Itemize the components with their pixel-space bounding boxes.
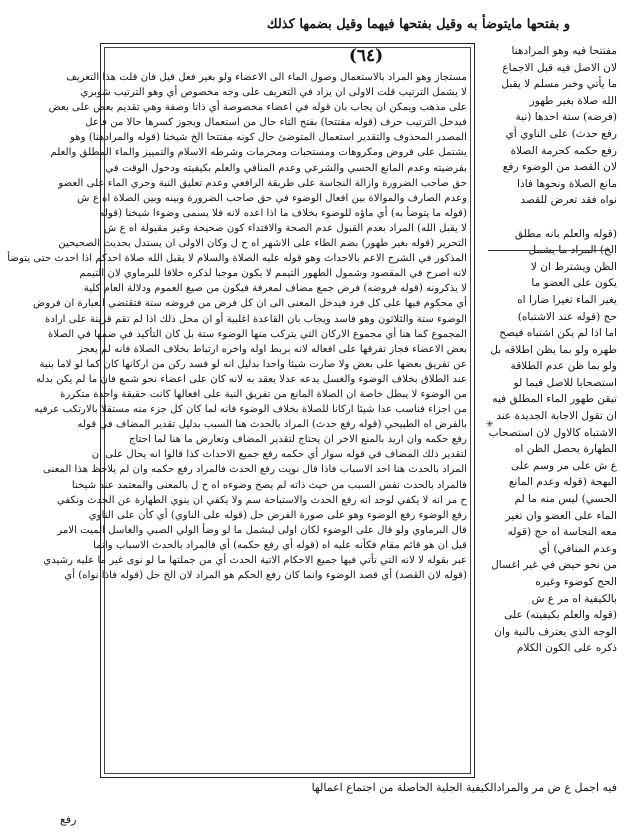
main-text-line: الوضوء ستة والثلاثون وهو فاسد ويجاب بان القاعدة اغلبية أو ان محل ذلك اذا لم تقم قرينة على ارادة [45,313,467,325]
margin-text-line: يغير الماء تغيرا ضارا اه [517,293,617,306]
main-text-line: لا يقبل الله) المراد بعدم القبول عدم الصحة والاقتداء كون صحيحة وغير مقبولة اه ع ش [103,222,467,234]
main-text-line: حق صاحب الضرورة وازالة النجاسة على طريقة الرافعي وعدم تعليق النية وجري الماء على العضو [58,177,467,189]
margin-text-line: رفع حدث) على الناوي أي [505,127,617,140]
main-text-line: بعض الاعضاء فجاز تفرقها على افعاله لانه بربط اوله واخره ارتباط بخلاف الصلاة فانه لم يعجز [77,343,467,355]
margin-text-line: ان تقول الاجابة الجديدة عند [496,410,617,423]
main-text-line: عند الطلاق بخلاف الوضوء والغسل يدعه عدلا يعقد به لانه كان على اعضاء نحو شمع فان ما لم يكن بدله [36,373,467,385]
margin-text-line: استصحابا للاصل فيما لو [513,376,617,389]
margin-text-line: البهجة (قوله وعدم المانع [508,476,617,489]
margin-text-line: ولو بما ظن عدم الطلاقة [510,360,617,373]
main-text-line: (قوله ما يتوضأ به) أي ماؤه للوضوء بخلاف ما اذا اعده لانه فلا يسمى وضوءا شيخنا (قوله [99,207,467,219]
margin-text-line: الحسي) ليس منه ما لم [514,493,617,506]
main-text-line: المراد بالحدث هنا احد الاسباب فاذا قال نويت رفع الحدث فالمراد رفع حكمه وان لم يلاحظ هذا المعنى [43,464,467,476]
margin-text-line: لان الاصل فيه قبل الاجماع [502,61,617,74]
margin-text-line: مفتتحا فيه وهو المرادهنا [511,45,617,57]
main-text-line: فالمراد بالحدث نفس السبب من حيث ذاته لم يصح وضوءه اه ح ل بالمعنى والمعتمد عند شيخنا [71,479,467,491]
margin-text-line: تيقن طهور الماء المطلق فيه [492,393,617,406]
main-text-line: بفرضيته وعدم المانع الحسي والشرعي وعدم المنافي والعلم بكيفيته ودخول الوقت في [105,162,467,174]
margin-text-line: الطهارة يحصل الظن اه [514,443,617,456]
margin-text-line: بالكيفية اه مر ع ش [531,592,617,605]
margin-text-line: الله صلاة بغير طهور [529,94,617,107]
main-text-line: المصدر المحذوف والتقدير استعمال المتوضئ حال كونه مفتتحا الخ شيخنا (قوله والمرادهنا) وهو [70,132,467,144]
main-text-line: وعدم الصارف والموالاة بين افعال الوضوء في حق صاحب الضرورة وبينه وبين الصلاة اه ع ش [77,192,467,204]
main-text-line: قال البرماوي ولو قال على الوضوء لكان اولى ليشمل ما لو وضأ الولي الصبي والغاسل الميت الامر [57,524,467,536]
main-text-line: المجموع كما هنا أي مجموع الاركان التي يتركب منها الوضوء ستة بل كان التأكيد في ضمها في الصلاة [48,328,467,340]
margin-text-line: من نحو حيض في غير اغسال [491,559,617,572]
main-text-line: لا يذكرونه (قوله فروضه) فرض جمع مضاف لمعرفة فيكون من صيغ العموم ودلالة العام كلية [83,283,467,295]
main-text-line: التحرير (قوله بغير طهور) بضم الطاء على الاشهر اه ح ل وكان الاولى ان يستدل بحديث الصحيحين [58,238,467,250]
page-number: (٦٤) [348,46,384,66]
main-text-line: عن تفريق بعضها على بعض ولا صارت شيئا واحدا بدليل انه لو فسد ركن من اركانها كان كما لو لاما بنية [39,358,467,370]
running-header-line: و بفتحها مايتوضأ به وقيل بفتحها فيهما وقيل بضمها كذلك [266,17,570,32]
main-text-line: على مذهب ويمكن ان يجاب بان قوله في اعضاء مخصوصة أي ذاتا وصفة وهي تقديم بعض على بعض [48,102,467,114]
bottom-margin-line: فيه اجمل ع ض مر والمرادالكيفية الجلية الحاصلة من اجتماع اعمالها [311,781,617,794]
margin-note-mark: ✳ [486,420,494,430]
margin-text-line: يكون على العضو ما [531,277,617,290]
margin-text-line: الاشتباه كالاول لان استصحاب [488,426,617,439]
catchword: رفع [60,813,77,826]
main-text-line: قيل ان هو قائم مقام فكأنه عليه اه (قوله أي رفع حكمه) أي فالمراد بالحدث الاسباب وانما [93,539,467,551]
margin-text-line: رفع حكمه كحرمة الصلاة [510,144,617,157]
margin-commentary-text [480,43,617,703]
margin-text-line: لان القصد من الوضوء رفع [502,161,617,174]
margin-text-line: طهره ولو بما يظن اطلاقه بل [490,343,617,356]
margin-text-line: حج (قوله عند الاشتباه) [517,310,617,323]
margin-text-line: معه النجاسة اه حج (قوله [507,526,617,539]
margin-text-line: اما اذا لم يكن اشتباه فيصح [499,327,617,340]
margin-text-line [480,209,617,226]
margin-text-line: الخ) المراد ما يشمل [528,244,617,257]
margin-text-line: ع ش على مر وسم على [511,459,617,472]
margin-text-line: ذكره على الكون الكلام [516,642,617,655]
margin-text-line: الماء على العضو وان تغير [505,509,617,522]
main-text-line: بالفرض اه الطبيحي (قوله رفع حدث) المراد بالحدث هنا السبب بدليل تقدير المضاف في قوله [77,419,467,431]
main-text-line: فيدخل الترتيب حرف (قوله مفتتحا) بفتح التاء حال من استعمال ويجوز كسرها حالا من فاعل [85,117,467,129]
margin-text-line: نواه فقد تعرض للقصد [520,194,617,207]
margin-text-line: وعدم المنافي) أي [538,542,617,555]
main-text-line: من اجزاء فناسب عدا شيئا اركانا للصلاة بخلاف الوضوء فانه لما كان كل جزء منه مستقلا بالارتكب عرفيه [34,404,467,416]
margin-text-line: (قوله والعلم بانه مطلق [514,227,617,240]
main-text-line: من الوضوء لا يبطل خاصة ان الصلاة المانع من تفريق النية على افعالها كانت حقيقة واحدة متكررة [60,388,467,400]
margin-text-line: ما يأتي وخبر مسلم لا يقبل [501,78,617,91]
main-text-line: المذكور في الشرح الاعم بالاحداث وهو قوله عليه الصلاة والسلام لا يقبل الله صلاة احدكم اذا احدث حتى يتوضأ [7,253,467,265]
main-text-line: عبر بقوله لا لانه التي تأتي فيها جميع الاحكام الاتية الحدث أي من جملتها ما لو نوى غير ما عليه رشيدي [43,555,467,566]
main-text-line: لانه اصرح في المقصود وشمول الطهور التيمم لا يكون موجبا لذكره خلافا للبرماوي لان التيمم [79,268,467,280]
main-text-line: أي محكوم فيها على كل فرد فيدخل المعنى الى ان كل فرض من فروضه ستة فتقتضي العبارة ان فروض [33,298,467,310]
main-text-line: (قوله لان القصد) أي قصد الوضوء وانما كان رفع الحكم هو المراد لان الخ حل (قوله فاذا نواه) أي [64,570,467,582]
main-text-line: مستجاز وهو المراد بالاستعمال وصول الماء الى الاعضاء ولو بغير فعل قيل فان قلت هذا التعريف [66,72,467,83]
main-text-line: رفع الوضوء رفع الوضوء وهو على صورة الفرض حل (قوله على الناوي) أي كأن على الناوي [88,509,467,521]
margin-text-line: مانع الصلاة ونحوها فاذا [517,177,617,190]
main-text-line: لا يشمل الترتيب قلت الاولى ان يزاد في التعريف على وجه مخصوص أي وهو الترتيب شوبري [80,87,467,99]
margin-text-line: الظن ويشترط ان لا [530,260,617,273]
margin-divider-rule [488,250,610,251]
margin-text-line: (فرضه) ستة احدها (نية [515,111,617,124]
margin-text-line: (قوله والعلم بكيفيته) على [504,609,617,622]
margin-text-line: الحج كوضوء وغيره [535,576,617,588]
main-text-line: ح مر انه لا يكفي لوجد انه رفع الحدث والاستباحة سم ولا يكفي ان ينوي الطهارة عن الحدث ونكفي [56,494,467,506]
main-text-line: يشتمل على فروض ومكروهات ومستحبات ومحرمات وشرطه الاسلام والتمييز والماء المطلق والعلم [50,147,467,159]
main-text-line: رفع حكمه وان اريد بالمنع الاخر ان يحتاج لتقدير المضاف وتعارض ما هنا لما احتاج [128,434,467,446]
main-commentary-text [7,70,467,770]
main-text-line: لتقدير ذلك المضاف في قوله سوار أي حكمه رفع جميع الاحداث كذا قالوا انه يحال على ان [91,449,467,461]
margin-text-line: الوجه الذي يعترف بالنية وان [494,625,617,638]
